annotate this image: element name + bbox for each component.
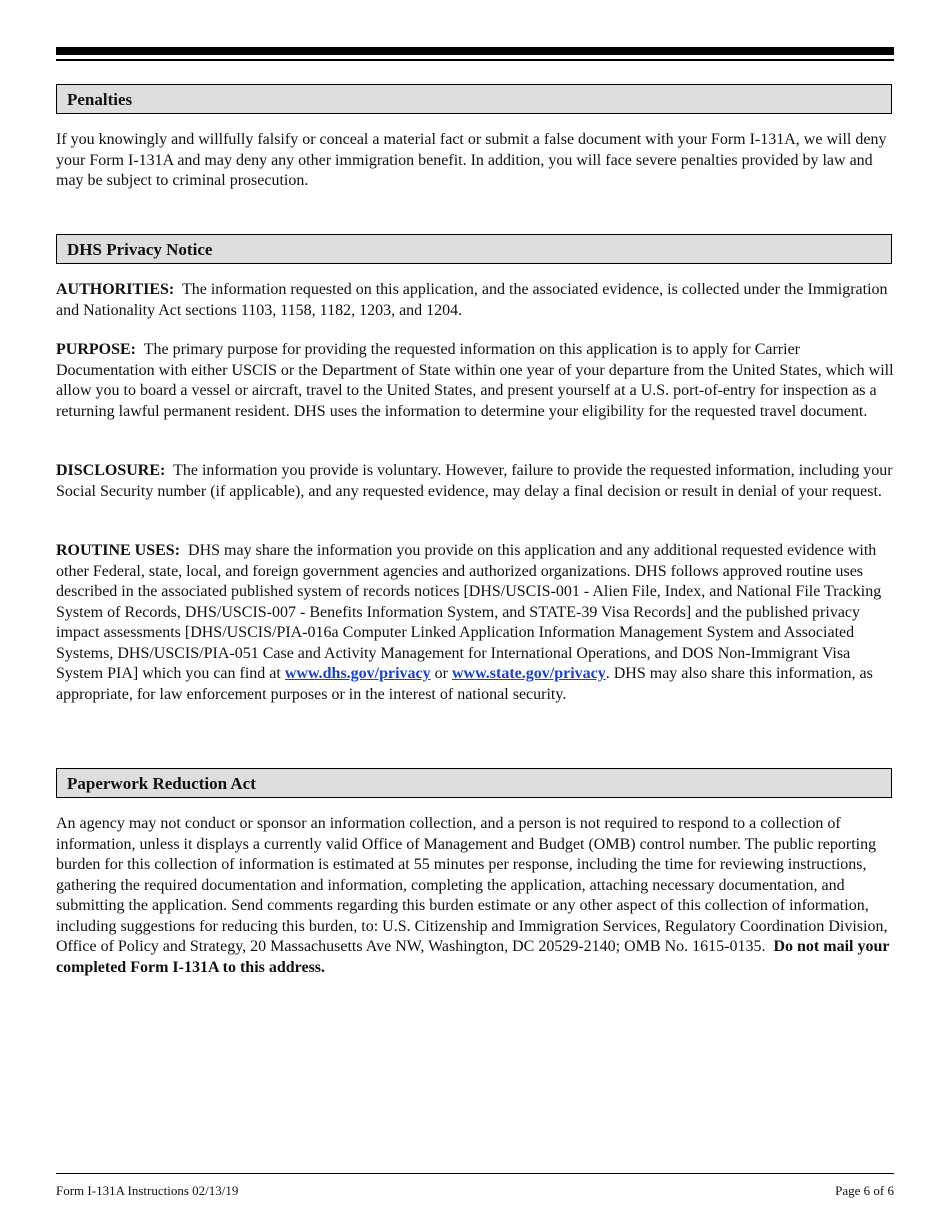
paperwork-bold-text: Do not mail your completed Form I-131A to this address. (56, 938, 890, 976)
purpose-text: The primary purpose for providing the requested information on this application is to apply for Carrier Documentation with either USCIS or the Department of State within one year of your departure from the United States, which will allow you to board a vessel or aircraft, travel to the United States, and present yourself at a U.S. port-of-entry for inspection as a returning lawful permanent resident. DHS uses the information to determine your eligibility for the requested travel document. (56, 341, 894, 420)
privacy-notice-heading: DHS Privacy Notice (56, 234, 892, 264)
state-privacy-link[interactable]: www.state.gov/privacy (451, 665, 606, 682)
authorities-text: The information requested on this application, and the associated evidence, is collected under the Immigration and Nationality Act sections 1103, 1158, 1182, 1203, and 1204. (56, 281, 888, 319)
purpose-paragraph (56, 340, 896, 422)
paperwork-heading: Paperwork Reduction Act (56, 768, 892, 798)
penalties-heading: Penalties (56, 84, 892, 114)
routine-uses-text-end: . DHS may also share this information, as appropriate, for law enforcement purposes or in the interest of national security. (56, 665, 873, 703)
paperwork-text: An agency may not conduct or sponsor an information collection, and a person is not required to respond to a collection of information, unless it displays a currently valid Office of Management and Budget (OMB) control number. The public reporting burden for this collection of information is estimated at 55 minutes per response, including the time for reviewing instructions, gathering the required documentation and information, completing the application, attaching necessary documentation, and submitting the application. Send comments regarding this burden estimate or any other aspect of this collection of information, including suggestions for reducing this burden, to: U.S. Citizenship and Immigration Services, Regulatory Coordination Division, Office of Policy and Strategy, 20 Massachusetts Ave NW, Washington, DC 20529-2140; OMB No. 1615-0135. (56, 815, 888, 955)
routine-uses-text: DHS may share the information you provide on this application and any additional requested evidence with other Federal, state, local, and foreign government agencies and authorized organizations. DHS follows approved routine uses described in the associated published system of records notices [DHS/USCIS-001 - Alien File, Index, and National File Tracking System of Records, DHS/USCIS-007 - Benefits Information System, and STATE-39 Visa Records] and the published privacy impact assessments [DHS/USCIS/PIA-016a Computer Linked Application Information Management System and Associated Systems, DHS/USCIS/PIA-051 Case and Activity Management for International Operations, and DOS Non-Immigrant Visa System PIA] which you can find at (56, 542, 882, 682)
or-text: or (434, 665, 448, 682)
paperwork-paragraph (56, 814, 896, 978)
authorities-paragraph (56, 280, 896, 321)
footer-page-number: Page 6 of 6 (835, 1183, 894, 1198)
disclosure-label: DISCLOSURE: (56, 462, 166, 479)
top-thin-rule (56, 59, 894, 61)
footer-rule (56, 1173, 894, 1174)
routine-uses-label: ROUTINE USES: (56, 542, 181, 559)
penalties-text: If you knowingly and willfully falsify or conceal a material fact or submit a false document with your Form I-131A, we will deny your Form I-131A and may deny any other immigration benefit. In addition, you will face severe penalties provided by law and may be subject to criminal prosecution. (56, 131, 887, 189)
disclosure-paragraph (56, 461, 896, 502)
authorities-label: AUTHORITIES: (56, 281, 175, 298)
footer-form-id: Form I-131A Instructions 02/13/19 (56, 1183, 239, 1198)
purpose-label: PURPOSE: (56, 341, 136, 358)
top-thick-rule (56, 47, 894, 55)
disclosure-text: The information you provide is voluntary. However, failure to provide the requested information, including your Social Security number (if applicable), and any requested evidence, may delay a final decision or result in denial of your request. (56, 462, 893, 500)
routine-uses-paragraph (56, 541, 896, 705)
dhs-privacy-link[interactable]: www.dhs.gov/privacy (284, 665, 431, 682)
